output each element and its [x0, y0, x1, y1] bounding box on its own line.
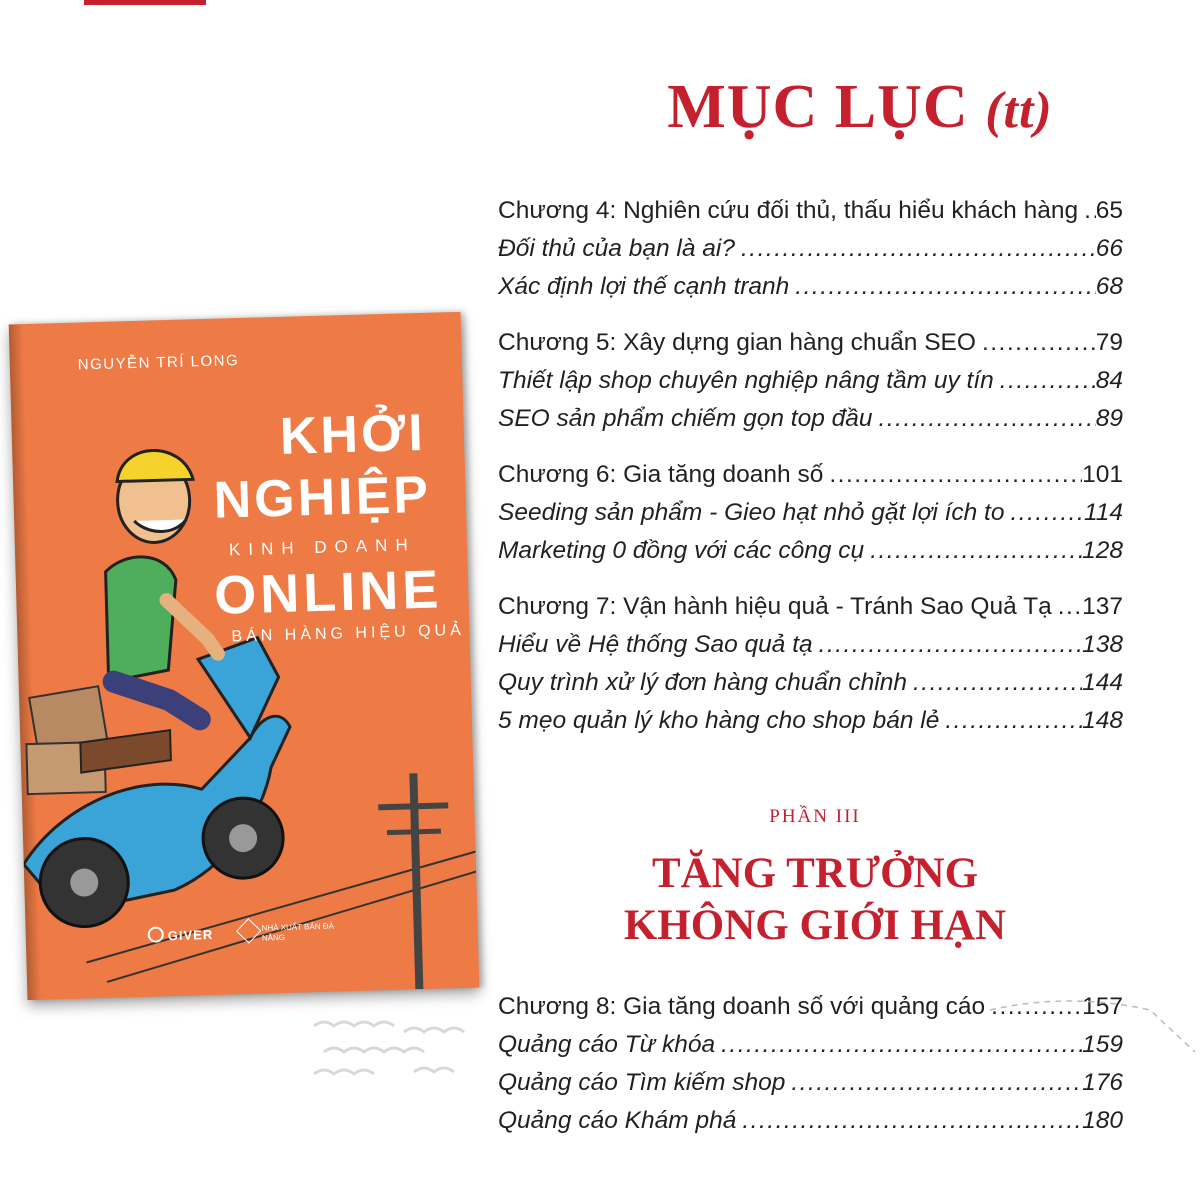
book-cover — [9, 312, 480, 1000]
part-title-line2: KHÔNG GIỚI HẠN — [623, 902, 1007, 949]
title-sub: (tt) — [985, 82, 1053, 139]
toc-section-row: Quảng cáo Khám phá ..... 180 — [498, 1102, 1123, 1140]
toc-section-row: Quảng cáo Tìm kiếm shop ..... 176 — [498, 1064, 1123, 1102]
toc-chapter-row: Chương 4: Nghiên cứu đối thủ, thấu hiểu khách hàng ..... 65 — [498, 192, 1123, 230]
toc-section-row: Thiết lập shop chuyên nghiệp nâng tầm uy tín ..... 84 — [498, 362, 1123, 400]
book-publisher: GIVER — [167, 926, 214, 944]
page-title — [560, 72, 1160, 143]
toc-section-row: Quy trình xử lý đơn hàng chuẩn chỉnh ..... 144 — [498, 664, 1123, 702]
toc-section-row: Marketing 0 đồng với các công cụ ..... 128 — [498, 532, 1123, 570]
toc-chapter-row: Chương 6: Gia tăng doanh số ..... 101 — [498, 456, 1123, 494]
dashed-line-decoration-icon — [980, 996, 1200, 1056]
toc-section-row: 5 mẹo quản lý kho hàng cho shop bán lẻ ..... 148 — [498, 702, 1123, 740]
toc-chapter-6 — [498, 456, 1123, 570]
toc-section-row: SEO sản phẩm chiếm gọn top đầu ..... 89 — [498, 400, 1123, 438]
part-label: PHẦN III — [769, 806, 861, 827]
toc-chapter-row: Chương 5: Xây dựng gian hàng chuẩn SEO ..... 79 — [498, 324, 1123, 362]
part-title — [560, 848, 1070, 952]
toc-section-row: Xác định lợi thế cạnh tranh ..... 68 — [498, 268, 1123, 306]
book-title-line1: KHỞI — [279, 403, 427, 466]
toc-section-row: Đối thủ của bạn là ai? ..... 66 — [498, 230, 1123, 268]
toc-chapter-7 — [498, 588, 1123, 740]
book-title-line3: KINH DOANH — [228, 535, 416, 560]
toc-chapter-5 — [498, 324, 1123, 438]
top-accent-bar — [84, 0, 206, 5]
toc-section-row: Seeding sản phẩm - Gieo hạt nhỏ gặt lợi ích to ..... 114 — [498, 494, 1123, 532]
part-title-line1: TĂNG TRƯỞNG — [651, 850, 979, 897]
toc-chapter-row: Chương 8: Gia tăng doanh số với quảng cáo ..... 157 — [498, 988, 1123, 1026]
toc-chapter-4 — [498, 192, 1123, 306]
wave-decoration-icon — [304, 1012, 494, 1082]
book-author: NGUYỄN TRÍ LONG — [77, 352, 240, 374]
book-title-line5: BÁN HÀNG HIỆU QUẢ — [231, 621, 465, 646]
title-main: MỤC LỤC — [667, 73, 969, 141]
toc-list — [498, 192, 1123, 758]
toc-section-row: Hiểu về Hệ thống Sao quả tạ ..... 138 — [498, 626, 1123, 664]
book-title-line2: NGHIỆP — [212, 465, 432, 530]
book-publisher-secondary: NHÀ XUẤT BẢN ĐÀ NẴNG — [261, 921, 335, 943]
toc-chapter-row: Chương 7: Vận hành hiệu quả - Tránh Sao Quả Tạ ..... 137 — [498, 588, 1123, 626]
book-title-line4: ONLINE — [213, 559, 444, 626]
toc-section-row: Quảng cáo Từ khóa ..... 159 — [498, 1026, 1123, 1064]
